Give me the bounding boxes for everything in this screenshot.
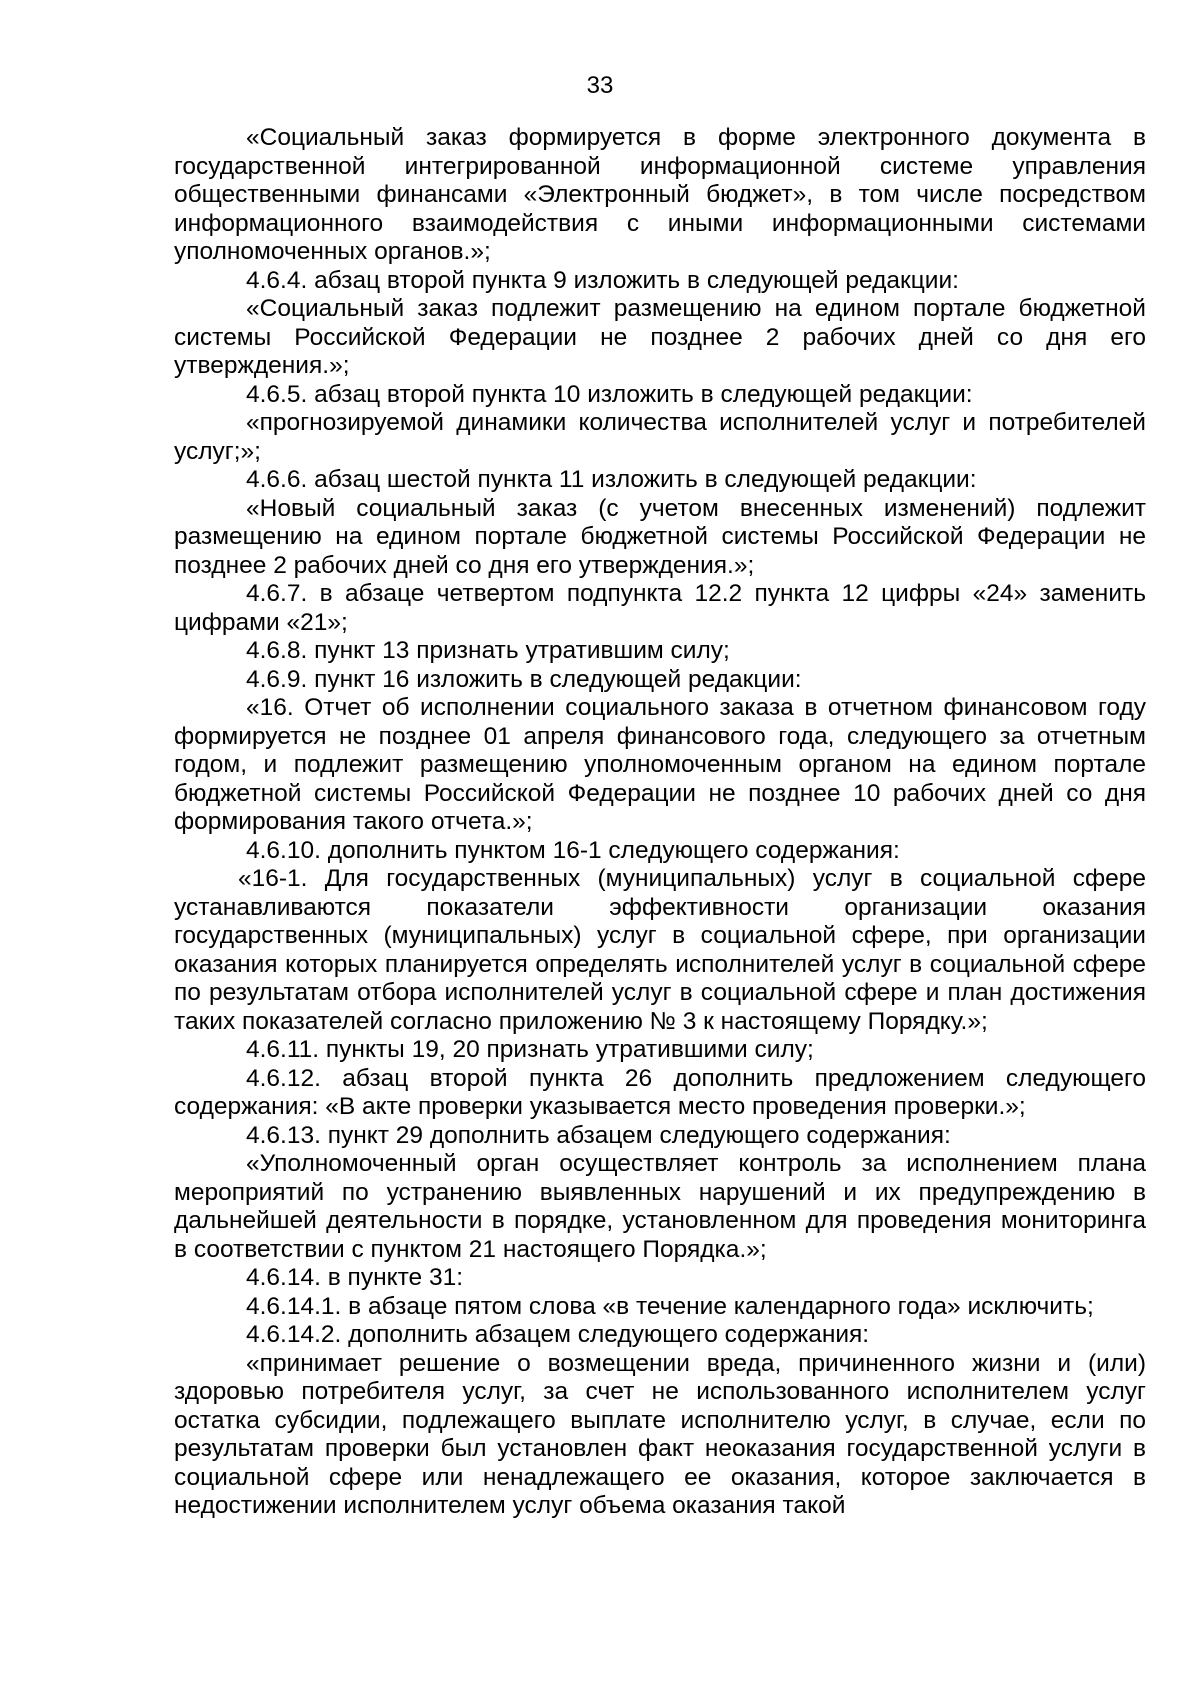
paragraph-new-social-order: «Новый социальный заказ (с учетом внесенных изменений) подлежит размещению на едином портале бюджетной системы Российской Федерации не позднее 2 рабочих дней со дня его утверждения.»;	[174, 494, 1146, 579]
paragraph-item-16: «16. Отчет об исполнении социального заказа в отчетном финансовом году формируется не позднее 01 апреля финансового года, следующего за отчетным годом, и подлежит размещению уполномоченным органом на едином портале бюджетной системы Российской Федерации не позднее 10 рабочих дней со дня формирования такого отчета.»;	[174, 694, 1146, 835]
paragraph-4-6-7: 4.6.7. в абзаце четвертом подпункта 12.2 пункта 12 цифры «24» заменить цифрами «21»;	[174, 580, 1146, 636]
paragraph-social-order-publication: «Социальный заказ подлежит размещению на едином портале бюджетной системы Российской Федерации не позднее 2 рабочих дней со дня его утверждения.»;	[174, 295, 1146, 379]
paragraph-control-plan: «Уполномоченный орган осуществляет контроль за исполнением плана мероприятий по устранению выявленных нарушений и их предупреждению в дальнейшей деятельности в порядке, установленном для проведения мониторинга в соответствии с пунктом 21 настоящего Порядка.»;	[174, 1150, 1146, 1263]
paragraph-4-6-14-1: 4.6.14.1. в абзаце пятом слова «в течение календарного года» исключить;	[246, 1292, 1094, 1320]
paragraph-4-6-10: 4.6.10. дополнить пунктом 16-1 следующего содержания:	[246, 836, 900, 864]
paragraph-forecast-dynamics: «прогнозируемой динамики количества исполнителей услуг и потребителей услуг;»;	[174, 409, 1146, 465]
paragraph-4-6-11: 4.6.11. пункты 19, 20 признать утратившими силу;	[246, 1036, 814, 1063]
paragraph-social-order-format: «Социальный заказ формируется в форме электронного документа в государственной интегрированной информационной системе управления общественными финансами «Электронный бюджет», в том числе посредством информационного взаимодействия с иными информационными системами уполномоченных органов.»;	[174, 124, 1146, 265]
paragraph-4-6-9: 4.6.9. пункт 16 изложить в следующей редакции:	[246, 665, 802, 693]
paragraph-item-16-1: «16-1. Для государственных (муниципальных) услуг в социальной сфере устанавливаются показатели эффективности организации оказания государственных (муниципальных) услуг в социальной сфере, при организации оказания которых планируется определять исполнителей услуг в социальной сфере по результатам отбора исполнителей услуг в социальной сфере и план достижения таких показателей согласно приложению № 3 к настоящему Порядку.»;	[174, 865, 1146, 1035]
paragraph-4-6-4: 4.6.4. абзац второй пункта 9 изложить в следующей редакции:	[246, 266, 959, 294]
paragraph-damage-compensation: «принимает решение о возмещении вреда, причиненного жизни и (или) здоровью потребителя услуг, за счет не использованного исполнителем услуг остатка субсидии, подлежащего выплате исполнителю услуг, в случае, если по результатам проверки был установлен факт неоказания государственной услуги в социальной сфере или ненадлежащего ее оказания, которое заключается в недостижении исполнителем услуг объема оказания такой	[174, 1349, 1146, 1519]
paragraph-4-6-14: 4.6.14. в пункте 31:	[246, 1264, 464, 1291]
paragraph-4-6-6: 4.6.6. абзац шестой пункта 11 изложить в следующей редакции:	[246, 466, 977, 493]
paragraph-4-6-5: 4.6.5. абзац второй пункта 10 изложить в следующей редакции:	[246, 380, 973, 408]
document-body	[174, 124, 1146, 1521]
page-number: 33	[586, 72, 614, 99]
paragraph-4-6-13: 4.6.13. пункт 29 дополнить абзацем следующего содержания:	[246, 1121, 951, 1149]
paragraph-4-6-12: 4.6.12. абзац второй пункта 26 дополнить предложением следующего содержания: «В акте проверки указывается место проведения проверки.»;	[174, 1064, 1146, 1120]
paragraph-4-6-14-2: 4.6.14.2. дополнить абзацем следующего содержания:	[246, 1321, 870, 1348]
paragraph-4-6-8: 4.6.8. пункт 13 признать утратившим силу;	[246, 637, 730, 664]
